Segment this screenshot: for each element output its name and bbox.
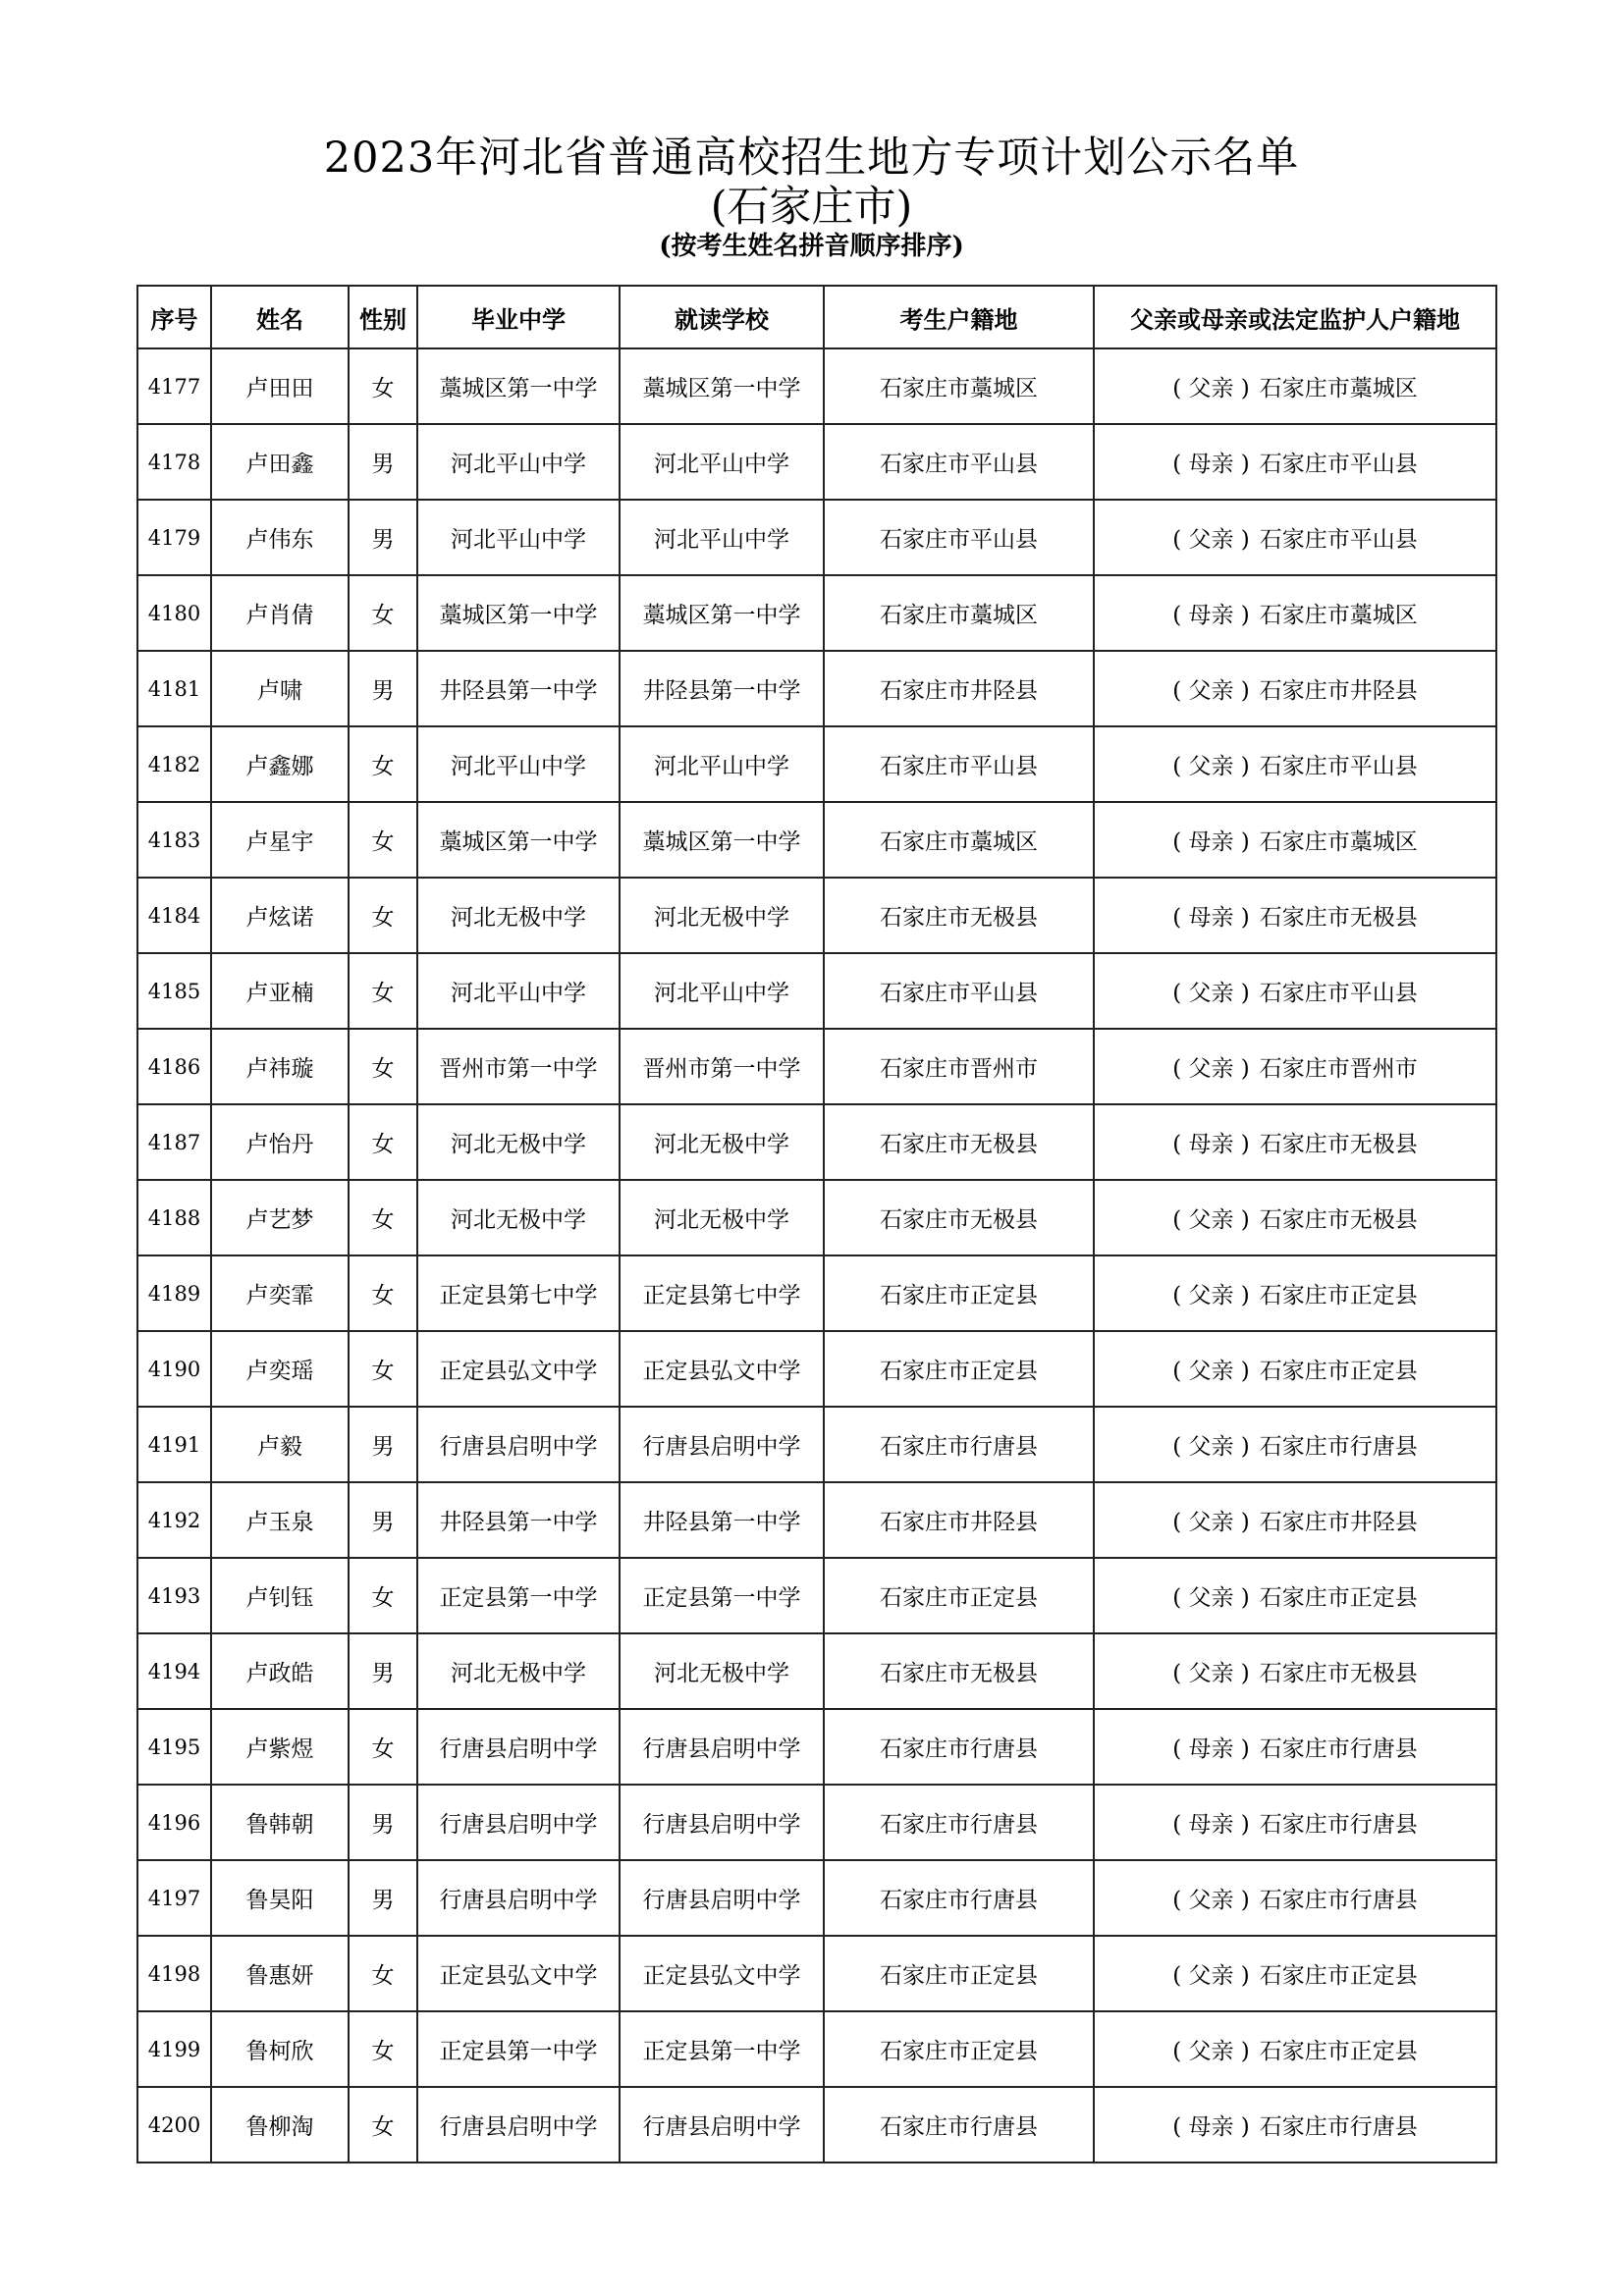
cell-grad-school: 行唐县启明中学 <box>417 1785 620 1860</box>
cell-guardian <box>1094 1936 1496 2011</box>
cell-current-school: 河北无极中学 <box>620 1180 824 1255</box>
header-guardian-hukou: 父亲或母亲或法定监护人户籍地 <box>1094 286 1496 348</box>
cell-name: 卢政皓 <box>211 1633 349 1709</box>
cell-seq: 4180 <box>137 575 211 651</box>
cell-gender: 女 <box>349 2011 417 2087</box>
cell-grad-school: 正定县弘文中学 <box>417 1331 620 1407</box>
table-row <box>137 1633 1496 1709</box>
table-row <box>137 1860 1496 1936</box>
guardian-hukou: 石家庄市正定县 <box>1259 1359 1418 1384</box>
guardian-relation: ( 母亲 ) <box>1172 905 1250 931</box>
cell-guardian <box>1094 424 1496 500</box>
header-seq: 序号 <box>137 286 211 348</box>
cell-guardian <box>1094 500 1496 575</box>
cell-grad-school: 河北无极中学 <box>417 1180 620 1255</box>
cell-name: 卢奕瑶 <box>211 1331 349 1407</box>
cell-guardian <box>1094 1104 1496 1180</box>
cell-grad-school: 井陉县第一中学 <box>417 1482 620 1558</box>
cell-current-school: 河北平山中学 <box>620 500 824 575</box>
cell-name: 卢玉泉 <box>211 1482 349 1558</box>
guardian-hukou: 石家庄市行唐县 <box>1259 2114 1418 2140</box>
guardian-hukou: 石家庄市平山县 <box>1259 527 1418 553</box>
cell-current-school: 正定县弘文中学 <box>620 1936 824 2011</box>
guardian-relation: ( 母亲 ) <box>1172 1132 1250 1157</box>
cell-seq: 4189 <box>137 1255 211 1331</box>
cell-name: 卢炫诺 <box>211 878 349 953</box>
cell-current-school: 河北平山中学 <box>620 424 824 500</box>
cell-name: 卢田田 <box>211 348 349 424</box>
cell-grad-school: 行唐县启明中学 <box>417 1860 620 1936</box>
cell-hukou: 石家庄市平山县 <box>824 726 1094 802</box>
header-gender: 性别 <box>349 286 417 348</box>
cell-name: 卢怡丹 <box>211 1104 349 1180</box>
guardian-hukou: 石家庄市晋州市 <box>1259 1056 1418 1082</box>
cell-gender: 女 <box>349 1029 417 1104</box>
cell-current-school: 正定县第一中学 <box>620 2011 824 2087</box>
cell-seq: 4190 <box>137 1331 211 1407</box>
cell-grad-school: 井陉县第一中学 <box>417 651 620 726</box>
cell-grad-school: 正定县第一中学 <box>417 1558 620 1633</box>
cell-current-school: 河北无极中学 <box>620 1633 824 1709</box>
header-current-school: 就读学校 <box>620 286 824 348</box>
cell-hukou: 石家庄市行唐县 <box>824 1407 1094 1482</box>
guardian-relation: ( 父亲 ) <box>1172 1661 1250 1686</box>
cell-hukou: 石家庄市无极县 <box>824 878 1094 953</box>
cell-hukou: 石家庄市井陉县 <box>824 651 1094 726</box>
cell-guardian <box>1094 1482 1496 1558</box>
guardian-hukou: 石家庄市正定县 <box>1259 2039 1418 2064</box>
table-row <box>137 1558 1496 1633</box>
cell-guardian <box>1094 2011 1496 2087</box>
guardian-relation: ( 母亲 ) <box>1172 2114 1250 2140</box>
guardian-hukou: 石家庄市藁城区 <box>1259 603 1418 628</box>
sort-note: (按考生姓名拼音顺序排序) <box>659 232 964 261</box>
cell-grad-school: 正定县第一中学 <box>417 2011 620 2087</box>
cell-current-school: 河北无极中学 <box>620 1104 824 1180</box>
cell-seq: 4198 <box>137 1936 211 2011</box>
cell-hukou: 石家庄市无极县 <box>824 1180 1094 1255</box>
cell-hukou: 石家庄市平山县 <box>824 424 1094 500</box>
guardian-relation: ( 父亲 ) <box>1172 527 1250 553</box>
cell-name: 鲁韩朝 <box>211 1785 349 1860</box>
cell-hukou: 石家庄市正定县 <box>824 1255 1094 1331</box>
cell-grad-school: 河北无极中学 <box>417 1104 620 1180</box>
guardian-hukou: 石家庄市行唐县 <box>1259 1812 1418 1838</box>
cell-guardian <box>1094 2087 1496 2163</box>
cell-guardian <box>1094 575 1496 651</box>
cell-current-school: 井陉县第一中学 <box>620 1482 824 1558</box>
cell-seq: 4178 <box>137 424 211 500</box>
cell-hukou: 石家庄市正定县 <box>824 1558 1094 1633</box>
table-row <box>137 878 1496 953</box>
cell-seq: 4185 <box>137 953 211 1029</box>
cell-gender: 男 <box>349 1633 417 1709</box>
cell-gender: 女 <box>349 1104 417 1180</box>
cell-seq: 4197 <box>137 1860 211 1936</box>
cell-seq: 4196 <box>137 1785 211 1860</box>
table-row <box>137 802 1496 878</box>
cell-seq: 4181 <box>137 651 211 726</box>
guardian-relation: ( 母亲 ) <box>1172 603 1250 628</box>
cell-hukou: 石家庄市晋州市 <box>824 1029 1094 1104</box>
table-row <box>137 1104 1496 1180</box>
table-row <box>137 651 1496 726</box>
cell-grad-school: 河北无极中学 <box>417 878 620 953</box>
guardian-relation: ( 父亲 ) <box>1172 1359 1250 1384</box>
cell-hukou: 石家庄市无极县 <box>824 1633 1094 1709</box>
cell-seq: 4191 <box>137 1407 211 1482</box>
cell-hukou: 石家庄市正定县 <box>824 2011 1094 2087</box>
guardian-hukou: 石家庄市平山县 <box>1259 754 1418 779</box>
cell-name: 鲁柳淘 <box>211 2087 349 2163</box>
cell-name: 卢伟东 <box>211 500 349 575</box>
cell-gender: 男 <box>349 424 417 500</box>
table-row <box>137 1331 1496 1407</box>
cell-gender: 女 <box>349 953 417 1029</box>
table-row <box>137 1180 1496 1255</box>
cell-gender: 女 <box>349 1331 417 1407</box>
header-name: 姓名 <box>211 286 349 348</box>
cell-current-school: 井陉县第一中学 <box>620 651 824 726</box>
cell-seq: 4199 <box>137 2011 211 2087</box>
cell-name: 卢紫煜 <box>211 1709 349 1785</box>
guardian-relation: ( 母亲 ) <box>1172 829 1250 855</box>
cell-grad-school: 河北平山中学 <box>417 726 620 802</box>
guardian-hukou: 石家庄市平山县 <box>1259 452 1418 477</box>
guardian-relation: ( 父亲 ) <box>1172 376 1250 401</box>
cell-grad-school: 正定县第七中学 <box>417 1255 620 1331</box>
cell-hukou: 石家庄市正定县 <box>824 1331 1094 1407</box>
table-row <box>137 348 1496 424</box>
cell-seq: 4186 <box>137 1029 211 1104</box>
cell-name: 卢奕霏 <box>211 1255 349 1331</box>
cell-guardian <box>1094 878 1496 953</box>
cell-current-school: 行唐县启明中学 <box>620 1407 824 1482</box>
cell-hukou: 石家庄市藁城区 <box>824 802 1094 878</box>
cell-current-school: 河北平山中学 <box>620 953 824 1029</box>
cell-seq: 4188 <box>137 1180 211 1255</box>
guardian-relation: ( 父亲 ) <box>1172 1207 1250 1233</box>
guardian-relation: ( 父亲 ) <box>1172 1585 1250 1611</box>
cell-gender: 女 <box>349 1936 417 2011</box>
guardian-relation: ( 父亲 ) <box>1172 1888 1250 1913</box>
cell-seq: 4195 <box>137 1709 211 1785</box>
cell-grad-school: 正定县弘文中学 <box>417 1936 620 2011</box>
guardian-hukou: 石家庄市无极县 <box>1259 905 1418 931</box>
cell-guardian <box>1094 1860 1496 1936</box>
cell-guardian <box>1094 802 1496 878</box>
cell-gender: 女 <box>349 2087 417 2163</box>
cell-hukou: 石家庄市无极县 <box>824 1104 1094 1180</box>
guardian-hukou: 石家庄市正定县 <box>1259 1963 1418 1989</box>
cell-name: 卢毅 <box>211 1407 349 1482</box>
table-row <box>137 500 1496 575</box>
guardian-relation: ( 父亲 ) <box>1172 2039 1250 2064</box>
cell-current-school: 正定县第一中学 <box>620 1558 824 1633</box>
cell-current-school: 正定县第七中学 <box>620 1255 824 1331</box>
cell-seq: 4184 <box>137 878 211 953</box>
cell-seq: 4179 <box>137 500 211 575</box>
cell-name: 鲁昊阳 <box>211 1860 349 1936</box>
cell-hukou: 石家庄市行唐县 <box>824 1785 1094 1860</box>
cell-seq: 4200 <box>137 2087 211 2163</box>
cell-name: 鲁惠妍 <box>211 1936 349 2011</box>
cell-guardian <box>1094 726 1496 802</box>
cell-grad-school: 行唐县启明中学 <box>417 2087 620 2163</box>
guardian-hukou: 石家庄市无极县 <box>1259 1207 1418 1233</box>
cell-hukou: 石家庄市藁城区 <box>824 575 1094 651</box>
table-row <box>137 726 1496 802</box>
cell-current-school: 藁城区第一中学 <box>620 802 824 878</box>
cell-seq: 4193 <box>137 1558 211 1633</box>
cell-hukou: 石家庄市正定县 <box>824 1936 1094 2011</box>
cell-name: 卢鑫娜 <box>211 726 349 802</box>
cell-gender: 男 <box>349 1860 417 1936</box>
cell-name: 鲁柯欣 <box>211 2011 349 2087</box>
cell-guardian <box>1094 1255 1496 1331</box>
cell-guardian <box>1094 1709 1496 1785</box>
guardian-relation: ( 父亲 ) <box>1172 1283 1250 1308</box>
guardian-relation: ( 父亲 ) <box>1172 1963 1250 1989</box>
cell-gender: 女 <box>349 1709 417 1785</box>
cell-grad-school: 藁城区第一中学 <box>417 348 620 424</box>
cell-guardian <box>1094 953 1496 1029</box>
guardian-hukou: 石家庄市正定县 <box>1259 1585 1418 1611</box>
cell-gender: 女 <box>349 1180 417 1255</box>
cell-guardian <box>1094 1633 1496 1709</box>
header-hukou: 考生户籍地 <box>824 286 1094 348</box>
cell-name: 卢钊钰 <box>211 1558 349 1633</box>
table-row <box>137 1029 1496 1104</box>
guardian-relation: ( 父亲 ) <box>1172 1056 1250 1082</box>
guardian-relation: ( 母亲 ) <box>1172 1812 1250 1838</box>
cell-current-school: 河北平山中学 <box>620 726 824 802</box>
cell-current-school: 河北无极中学 <box>620 878 824 953</box>
cell-guardian <box>1094 1180 1496 1255</box>
cell-grad-school: 河北平山中学 <box>417 500 620 575</box>
cell-hukou: 石家庄市藁城区 <box>824 348 1094 424</box>
cell-hukou: 石家庄市井陉县 <box>824 1482 1094 1558</box>
cell-gender: 男 <box>349 651 417 726</box>
cell-grad-school: 河北无极中学 <box>417 1633 620 1709</box>
cell-current-school: 行唐县启明中学 <box>620 1860 824 1936</box>
table-header-row <box>137 286 1496 348</box>
table-row <box>137 1936 1496 2011</box>
cell-gender: 女 <box>349 1558 417 1633</box>
table-row <box>137 575 1496 651</box>
cell-gender: 男 <box>349 1785 417 1860</box>
cell-gender: 女 <box>349 575 417 651</box>
cell-grad-school: 藁城区第一中学 <box>417 575 620 651</box>
table-row <box>137 1709 1496 1785</box>
guardian-relation: ( 母亲 ) <box>1172 1736 1250 1762</box>
cell-gender: 女 <box>349 878 417 953</box>
table-row <box>137 2087 1496 2163</box>
guardian-hukou: 石家庄市藁城区 <box>1259 829 1418 855</box>
cell-guardian <box>1094 1407 1496 1482</box>
cell-current-school: 藁城区第一中学 <box>620 348 824 424</box>
guardian-relation: ( 父亲 ) <box>1172 981 1250 1006</box>
table-body <box>137 348 1496 2163</box>
cell-name: 卢田鑫 <box>211 424 349 500</box>
roster-table <box>136 285 1497 2163</box>
cell-guardian <box>1094 1558 1496 1633</box>
cell-gender: 女 <box>349 348 417 424</box>
guardian-relation: ( 父亲 ) <box>1172 1434 1250 1460</box>
table-row <box>137 2011 1496 2087</box>
cell-current-school: 藁城区第一中学 <box>620 575 824 651</box>
cell-seq: 4187 <box>137 1104 211 1180</box>
table-row <box>137 1482 1496 1558</box>
cell-name: 卢肖倩 <box>211 575 349 651</box>
cell-name: 卢星宇 <box>211 802 349 878</box>
cell-seq: 4192 <box>137 1482 211 1558</box>
cell-name: 卢亚楠 <box>211 953 349 1029</box>
cell-gender: 男 <box>349 500 417 575</box>
cell-grad-school: 藁城区第一中学 <box>417 802 620 878</box>
cell-current-school: 行唐县启明中学 <box>620 2087 824 2163</box>
cell-grad-school: 行唐县启明中学 <box>417 1709 620 1785</box>
cell-name: 卢艺梦 <box>211 1180 349 1255</box>
guardian-relation: ( 父亲 ) <box>1172 678 1250 704</box>
cell-hukou: 石家庄市行唐县 <box>824 1709 1094 1785</box>
cell-hukou: 石家庄市行唐县 <box>824 2087 1094 2163</box>
guardian-hukou: 石家庄市井陉县 <box>1259 1510 1418 1535</box>
table-row <box>137 953 1496 1029</box>
cell-grad-school: 晋州市第一中学 <box>417 1029 620 1104</box>
cell-guardian <box>1094 348 1496 424</box>
guardian-hukou: 石家庄市藁城区 <box>1259 376 1418 401</box>
table-row <box>137 1407 1496 1482</box>
guardian-hukou: 石家庄市无极县 <box>1259 1132 1418 1157</box>
cell-grad-school: 行唐县启明中学 <box>417 1407 620 1482</box>
cell-name: 卢祎璇 <box>211 1029 349 1104</box>
cell-current-school: 晋州市第一中学 <box>620 1029 824 1104</box>
guardian-hukou: 石家庄市行唐县 <box>1259 1434 1418 1460</box>
cell-gender: 男 <box>349 1482 417 1558</box>
guardian-hukou: 石家庄市无极县 <box>1259 1661 1418 1686</box>
guardian-relation: ( 父亲 ) <box>1172 1510 1250 1535</box>
cell-seq: 4177 <box>137 348 211 424</box>
cell-seq: 4182 <box>137 726 211 802</box>
cell-current-school: 正定县弘文中学 <box>620 1331 824 1407</box>
cell-guardian <box>1094 651 1496 726</box>
cell-current-school: 行唐县启明中学 <box>620 1709 824 1785</box>
cell-guardian <box>1094 1029 1496 1104</box>
cell-seq: 4194 <box>137 1633 211 1709</box>
cell-grad-school: 河北平山中学 <box>417 953 620 1029</box>
cell-grad-school: 河北平山中学 <box>417 424 620 500</box>
document-subtitle: (石家庄市) <box>710 183 913 232</box>
table-row <box>137 1255 1496 1331</box>
cell-name: 卢啸 <box>211 651 349 726</box>
document-title: 2023年河北省普通高校招生地方专项计划公示名单 <box>323 133 1300 183</box>
guardian-hukou: 石家庄市行唐县 <box>1259 1736 1418 1762</box>
cell-current-school: 行唐县启明中学 <box>620 1785 824 1860</box>
table-row <box>137 1785 1496 1860</box>
cell-guardian <box>1094 1331 1496 1407</box>
guardian-hukou: 石家庄市井陉县 <box>1259 678 1418 704</box>
guardian-relation: ( 母亲 ) <box>1172 452 1250 477</box>
guardian-relation: ( 父亲 ) <box>1172 754 1250 779</box>
cell-gender: 女 <box>349 726 417 802</box>
cell-gender: 女 <box>349 802 417 878</box>
cell-gender: 女 <box>349 1255 417 1331</box>
cell-hukou: 石家庄市平山县 <box>824 953 1094 1029</box>
header-grad-school: 毕业中学 <box>417 286 620 348</box>
cell-guardian <box>1094 1785 1496 1860</box>
guardian-hukou: 石家庄市正定县 <box>1259 1283 1418 1308</box>
cell-gender: 男 <box>349 1407 417 1482</box>
guardian-hukou: 石家庄市行唐县 <box>1259 1888 1418 1913</box>
guardian-hukou: 石家庄市平山县 <box>1259 981 1418 1006</box>
cell-hukou: 石家庄市平山县 <box>824 500 1094 575</box>
table-row <box>137 424 1496 500</box>
cell-seq: 4183 <box>137 802 211 878</box>
cell-hukou: 石家庄市行唐县 <box>824 1860 1094 1936</box>
